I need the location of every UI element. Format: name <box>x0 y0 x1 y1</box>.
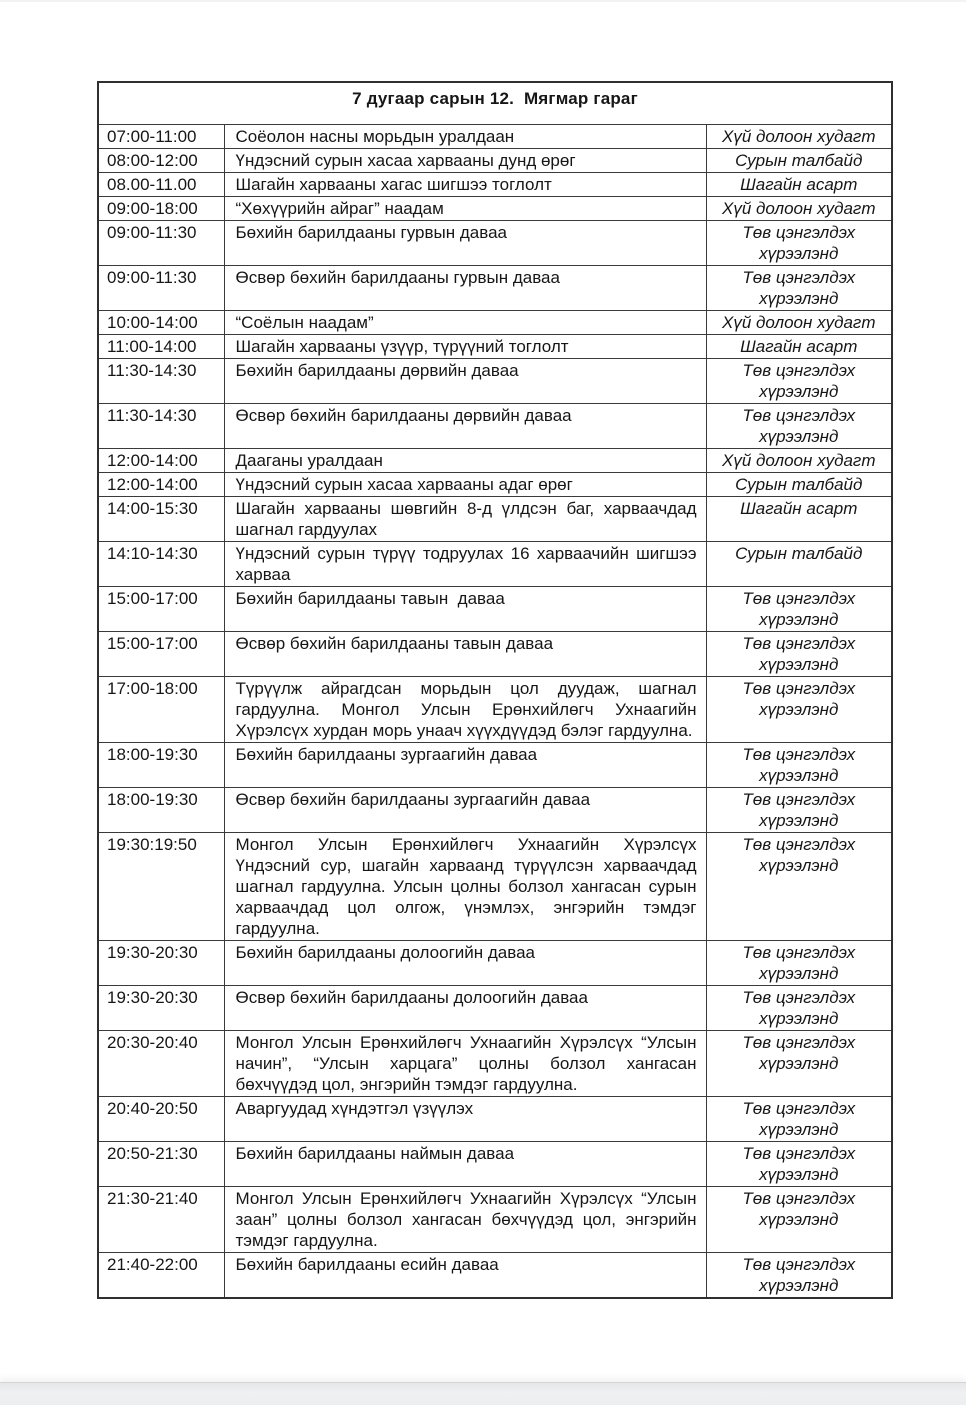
location-cell: Төв цэнгэлдэх хүрээлэнд <box>706 1031 892 1097</box>
location-cell: Төв цэнгэлдэх хүрээлэнд <box>706 1097 892 1142</box>
table-row <box>98 986 892 1031</box>
table-row <box>98 221 892 266</box>
table-row <box>98 125 892 149</box>
location-cell: Төв цэнгэлдэх хүрээлэнд <box>706 266 892 311</box>
time-cell: 19:30-20:30 <box>98 941 224 986</box>
table-row <box>98 1142 892 1187</box>
table-body <box>98 125 892 1299</box>
event-cell: Өсвөр бөхийн барилдааны зургаагийн даваа <box>224 788 706 833</box>
time-cell: 11:30-14:30 <box>98 359 224 404</box>
event-cell: Үндэсний сурын хасаа харвааны адаг өрөг <box>224 473 706 497</box>
time-cell: 19:30-20:30 <box>98 986 224 1031</box>
location-cell: Төв цэнгэлдэх хүрээлэнд <box>706 941 892 986</box>
location-cell: Төв цэнгэлдэх хүрээлэнд <box>706 221 892 266</box>
event-cell: Шагайн харвааны үзүүр, түрүүний тоглолт <box>224 335 706 359</box>
table-row <box>98 941 892 986</box>
time-cell: 21:30-21:40 <box>98 1187 224 1253</box>
table-row <box>98 1031 892 1097</box>
time-cell: 21:40-22:00 <box>98 1253 224 1299</box>
time-cell: 14:00-15:30 <box>98 497 224 542</box>
page-top-edge <box>0 0 966 2</box>
location-cell: Шагайн асарт <box>706 335 892 359</box>
time-cell: 19:30:19:50 <box>98 833 224 941</box>
location-cell: Шагайн асарт <box>706 497 892 542</box>
table-row <box>98 266 892 311</box>
time-cell: 07:00-11:00 <box>98 125 224 149</box>
event-cell: Өсвөр бөхийн барилдааны гурвын даваа <box>224 266 706 311</box>
location-cell: Сурын талбайд <box>706 149 892 173</box>
event-cell: Бөхийн барилдааны есийн даваа <box>224 1253 706 1299</box>
table-row <box>98 743 892 788</box>
time-cell: 15:00-17:00 <box>98 632 224 677</box>
table-row <box>98 788 892 833</box>
table-row <box>98 542 892 587</box>
time-cell: 20:40-20:50 <box>98 1097 224 1142</box>
location-cell: Шагайн асарт <box>706 173 892 197</box>
event-cell: Өсвөр бөхийн барилдааны тавын даваа <box>224 632 706 677</box>
table-row <box>98 149 892 173</box>
time-cell: 12:00-14:00 <box>98 449 224 473</box>
table-row <box>98 677 892 743</box>
location-cell: Төв цэнгэлдэх хүрээлэнд <box>706 677 892 743</box>
time-cell: 17:00-18:00 <box>98 677 224 743</box>
location-cell: Хүй долоон худагт <box>706 197 892 221</box>
time-cell: 08.00-11.00 <box>98 173 224 197</box>
event-cell: Аваргуудад хүндэтгэл үзүүлэх <box>224 1097 706 1142</box>
table-row <box>98 473 892 497</box>
event-cell: “Соёлын наадам” <box>224 311 706 335</box>
location-cell: Сурын талбайд <box>706 473 892 497</box>
table-row <box>98 632 892 677</box>
schedule-table <box>97 81 893 1299</box>
location-cell: Хүй долоон худагт <box>706 311 892 335</box>
event-cell: Дааганы уралдаан <box>224 449 706 473</box>
location-cell: Төв цэнгэлдэх хүрээлэнд <box>706 788 892 833</box>
location-cell: Төв цэнгэлдэх хүрээлэнд <box>706 587 892 632</box>
time-cell: 20:50-21:30 <box>98 1142 224 1187</box>
event-cell: Үндэсний сурын хасаа харвааны дунд өрөг <box>224 149 706 173</box>
event-cell: Бөхийн барилдааны дөрвийн даваа <box>224 359 706 404</box>
location-cell: Төв цэнгэлдэх хүрээлэнд <box>706 743 892 788</box>
time-cell: 09:00-11:30 <box>98 266 224 311</box>
table-row <box>98 1253 892 1299</box>
time-cell: 09:00-11:30 <box>98 221 224 266</box>
table-row <box>98 497 892 542</box>
location-cell: Төв цэнгэлдэх хүрээлэнд <box>706 359 892 404</box>
time-cell: 11:30-14:30 <box>98 404 224 449</box>
event-cell: Өсвөр бөхийн барилдааны долоогийн даваа <box>224 986 706 1031</box>
table-row <box>98 335 892 359</box>
event-cell: Бөхийн барилдааны долоогийн даваа <box>224 941 706 986</box>
location-cell: Төв цэнгэлдэх хүрээлэнд <box>706 404 892 449</box>
event-cell: Бөхийн барилдааны наймын даваа <box>224 1142 706 1187</box>
table-row <box>98 587 892 632</box>
event-cell: Монгол Улсын Ерөнхийлөгч Ухнаагийн Хүрэлсүх “Улсын заан” цолны болзол хангасан бөхчүүдэд цол, энгэрийн тэмдэг гардуулна. <box>224 1187 706 1253</box>
location-cell: Төв цэнгэлдэх хүрээлэнд <box>706 1253 892 1299</box>
table-row <box>98 359 892 404</box>
time-cell: 18:00-19:30 <box>98 788 224 833</box>
location-cell: Сурын талбайд <box>706 542 892 587</box>
time-cell: 15:00-17:00 <box>98 587 224 632</box>
location-cell: Төв цэнгэлдэх хүрээлэнд <box>706 1187 892 1253</box>
location-cell: Төв цэнгэлдэх хүрээлэнд <box>706 1142 892 1187</box>
location-cell: Хүй долоон худагт <box>706 449 892 473</box>
table-row <box>98 173 892 197</box>
location-cell: Төв цэнгэлдэх хүрээлэнд <box>706 632 892 677</box>
title-row <box>98 82 892 125</box>
table-row <box>98 197 892 221</box>
time-cell: 09:00-18:00 <box>98 197 224 221</box>
event-cell: Шагайн харвааны хагас шигшээ тоглолт <box>224 173 706 197</box>
event-cell: Бөхийн барилдааны тавын даваа <box>224 587 706 632</box>
time-cell: 20:30-20:40 <box>98 1031 224 1097</box>
time-cell: 08:00-12:00 <box>98 149 224 173</box>
time-cell: 12:00-14:00 <box>98 473 224 497</box>
table-row <box>98 1097 892 1142</box>
event-cell: Бөхийн барилдааны гурвын даваа <box>224 221 706 266</box>
time-cell: 14:10-14:30 <box>98 542 224 587</box>
table-row <box>98 449 892 473</box>
location-cell: Төв цэнгэлдэх хүрээлэнд <box>706 833 892 941</box>
table-row <box>98 404 892 449</box>
location-cell: Хүй долоон худагт <box>706 125 892 149</box>
table-title: 7 дугаар сарын 12. Мягмар гараг <box>98 82 892 125</box>
table-row <box>98 833 892 941</box>
event-cell: Үндэсний сурын түрүү тодруулах 16 харваачийн шигшээ харваа <box>224 542 706 587</box>
time-cell: 10:00-14:00 <box>98 311 224 335</box>
table-row <box>98 311 892 335</box>
time-cell: 18:00-19:30 <box>98 743 224 788</box>
event-cell: Бөхийн барилдааны зургаагийн даваа <box>224 743 706 788</box>
event-cell: Монгол Улсын Ерөнхийлөгч Ухнаагийн Хүрэлсүх “Улсын начин”, “Улсын харцага” цолны болзол хангасан бөхчүүдэд цол, энгэрийн тэмдэг гардуулна. <box>224 1031 706 1097</box>
event-cell: Монгол Улсын Ерөнхийлөгч Ухнаагийн Хүрэлсүх Үндэсний сур, шагайн харваанд түрүүлсэн харваачдад шагнал гардуулна. Улсын цолны болзол хангасан сурын харваачдад цол олгож, үнэмлэх, энгэрийн тэмдэг гардуулна. <box>224 833 706 941</box>
event-cell: Соёолон насны морьдын уралдаан <box>224 125 706 149</box>
location-cell: Төв цэнгэлдэх хүрээлэнд <box>706 986 892 1031</box>
event-cell: Түрүүлж айрагдсан морьдын цол дуудаж, шагнал гардуулна. Монгол Улсын Ерөнхийлөгч Ухнаагийн Хүрэлсүх хурдан морь унаач хүүхдүүдэд бэлэг гардуулна. <box>224 677 706 743</box>
event-cell: “Хөхүүрийн айраг” наадам <box>224 197 706 221</box>
time-cell: 11:00-14:00 <box>98 335 224 359</box>
table-row <box>98 1187 892 1253</box>
page-bottom-strip <box>0 1382 966 1405</box>
event-cell: Шагайн харвааны шөвгийн 8-д үлдсэн баг, харваачдад шагнал гардуулах <box>224 497 706 542</box>
event-cell: Өсвөр бөхийн барилдааны дөрвийн даваа <box>224 404 706 449</box>
